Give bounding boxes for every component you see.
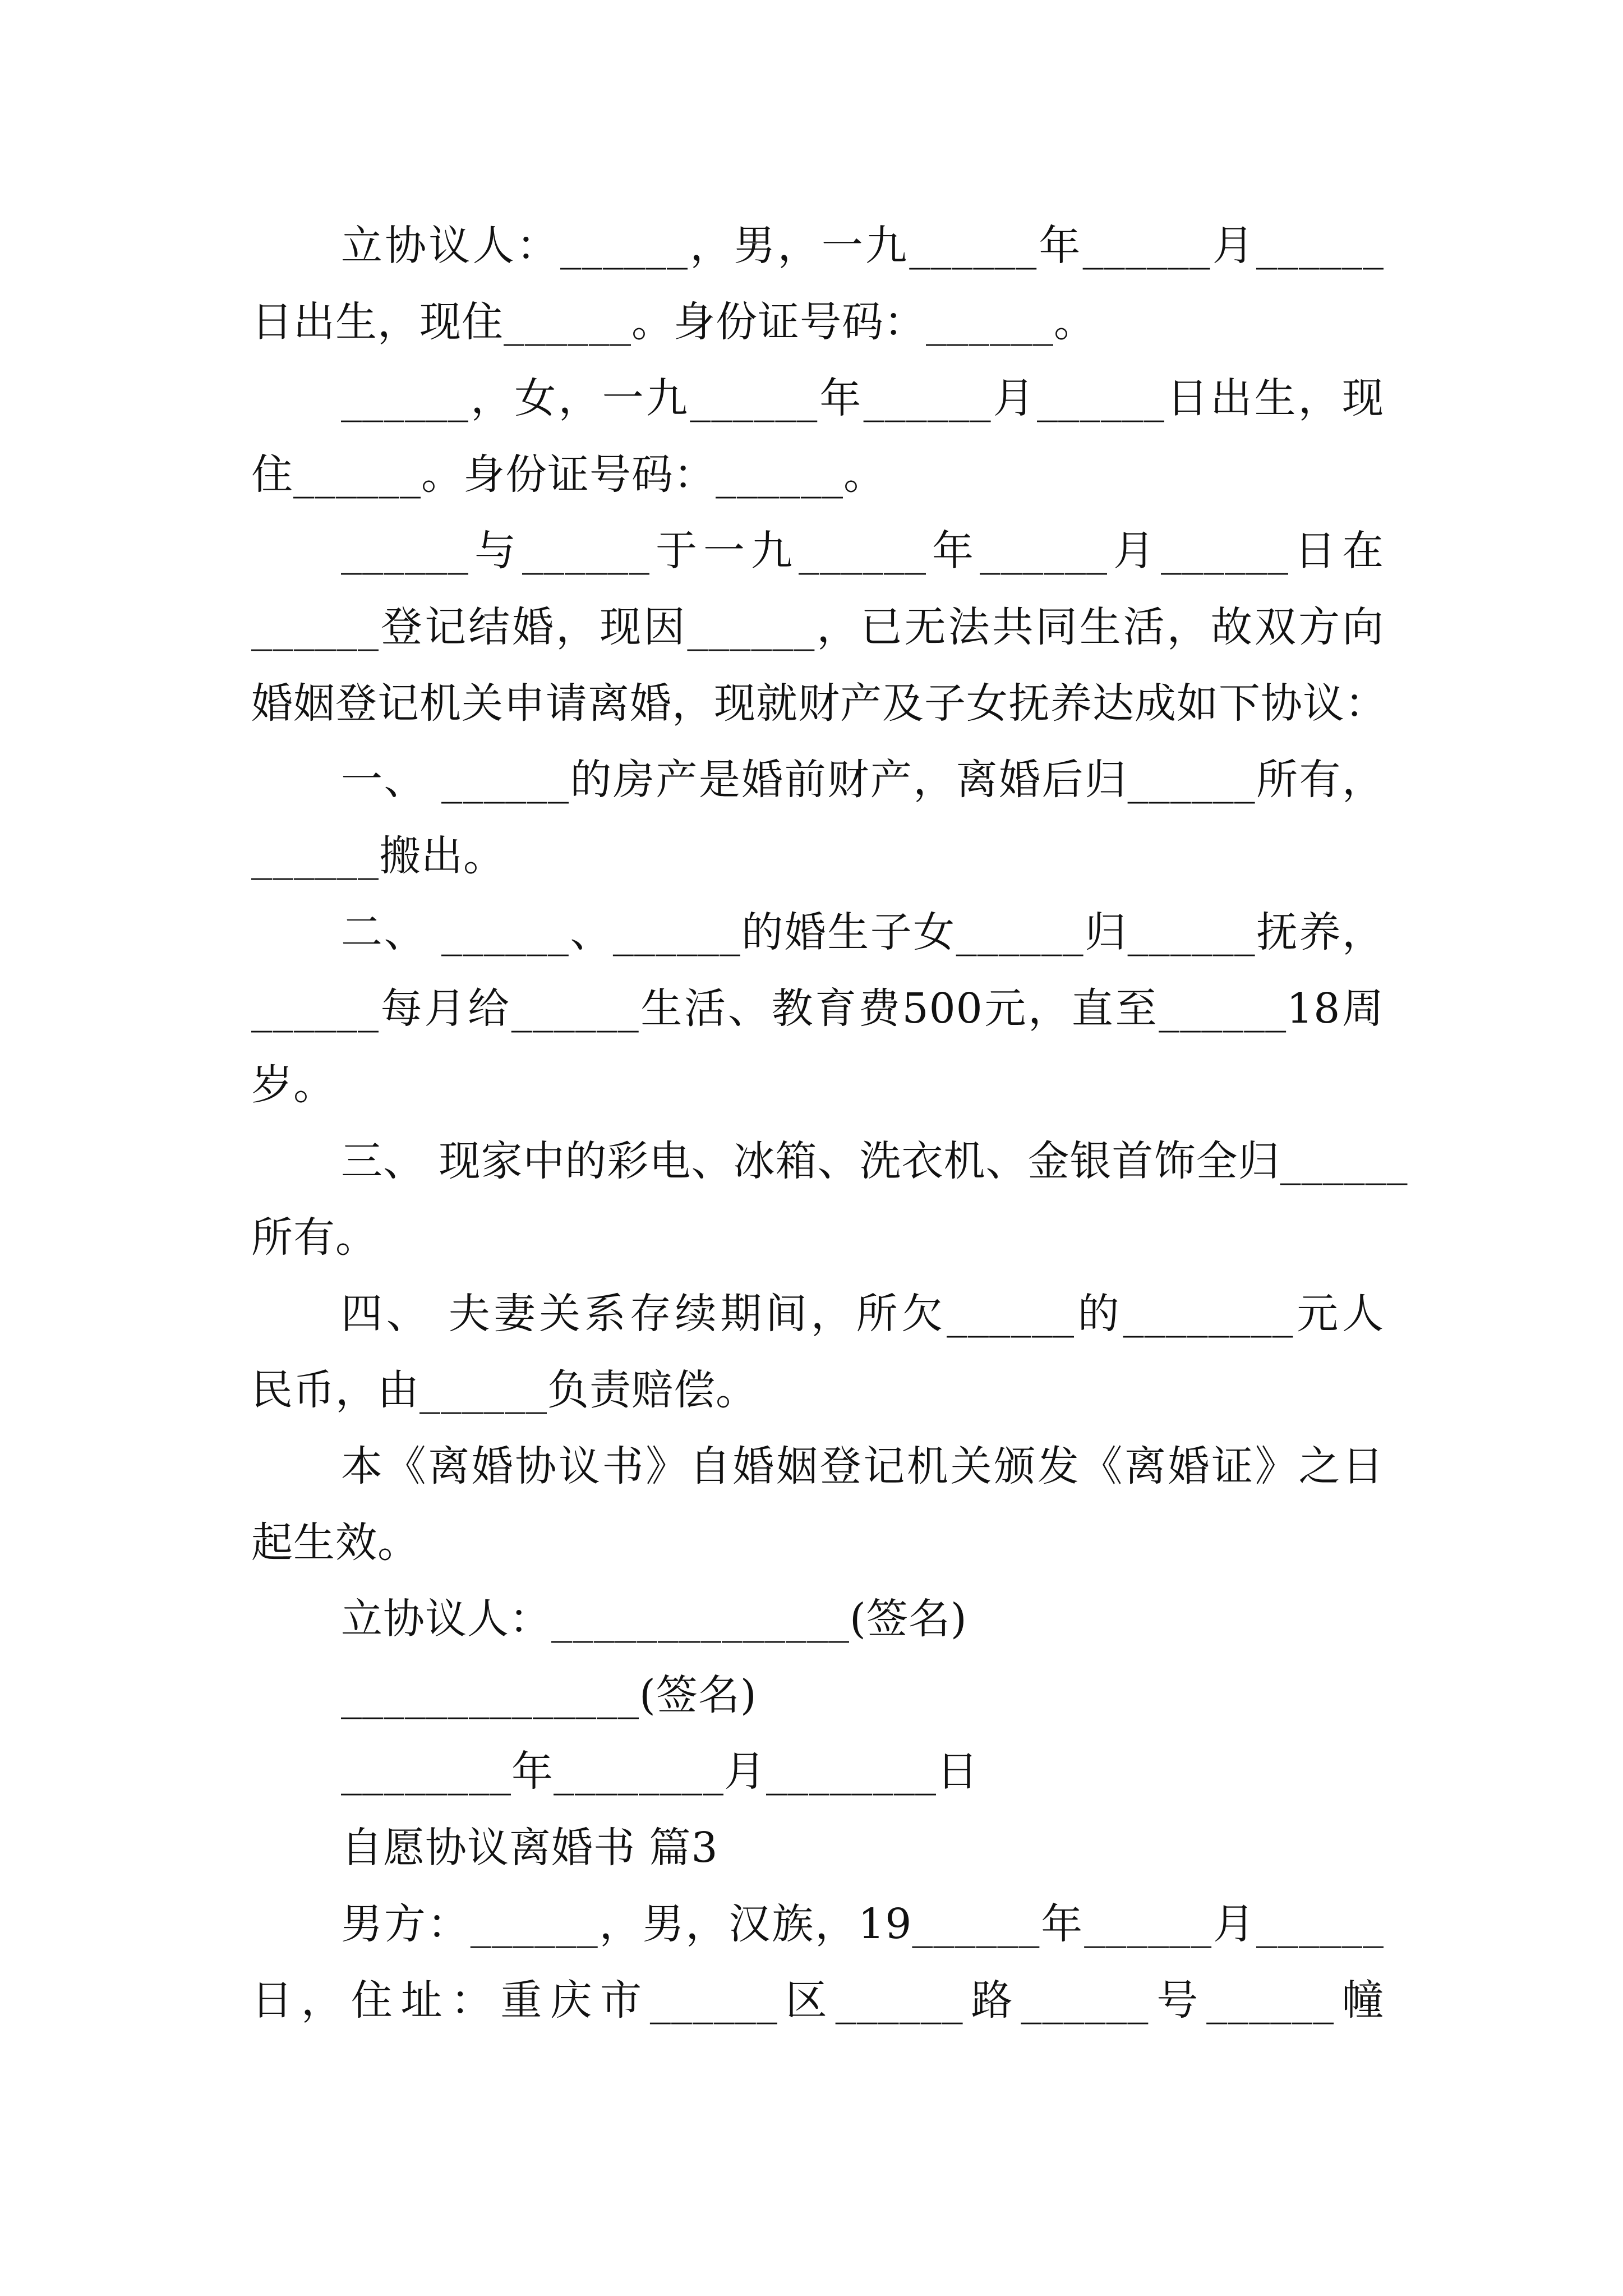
text-line: ______，女，一九______年______月______日出生，现 [341,374,1384,422]
text-line: 一、 ______的房产是婚前财产，离婚后归______所有， [341,756,1384,804]
text-line: 四、 夫妻关系存续期间，所欠______的________元人 [341,1290,1384,1338]
text-line: 民币，由______负责赔偿。 [251,1366,758,1414]
text-line: 婚姻登记机关申请离婚，现就财产及子女抚养达成如下协议： [251,679,1387,728]
text-line: ______每月给______生活、教育费500元，直至______18周 [251,984,1384,1033]
text-line: 男方：______，男，汉族，19______年______月______ [341,1900,1384,1948]
text-line: 本《离婚协议书》自婚姻登记机关颁发《离婚证》之日 [341,1442,1384,1490]
signature-line: 立协议人：______________(签名) [341,1595,967,1643]
text-line: ______搬出。 [251,832,505,880]
text-line: 住______。身份证号码：______。 [251,450,886,499]
text-line: 岁。 [251,1061,335,1109]
text-line: ______与______于一九______年______月______日在 [341,527,1384,575]
text-line: ______登记结婚，现因______，已无法共同生活，故双方向 [251,603,1384,651]
text-line: 日出生，现住______。身份证号码：______。 [251,298,1096,346]
text-line: 所有。 [251,1213,377,1262]
date-line: ________年________月________日 [341,1747,979,1796]
section-heading: 自愿协议离婚书 篇3 [341,1824,718,1872]
text-line: 起生效。 [251,1519,419,1567]
document-body [251,208,1408,2039]
text-line: 日，住址：重庆市______区______路______号______幢 [251,1976,1384,2024]
text-line: 三、 现家中的彩电、冰箱、洗衣机、金银首饰全归______ [341,1137,1408,1185]
text-line: 立协议人：______，男，一九______年______月______ [341,222,1384,270]
text-line: 二、 ______、______的婚生子女______归______抚养， [341,908,1384,956]
signature-line: ______________(签名) [341,1671,757,1719]
